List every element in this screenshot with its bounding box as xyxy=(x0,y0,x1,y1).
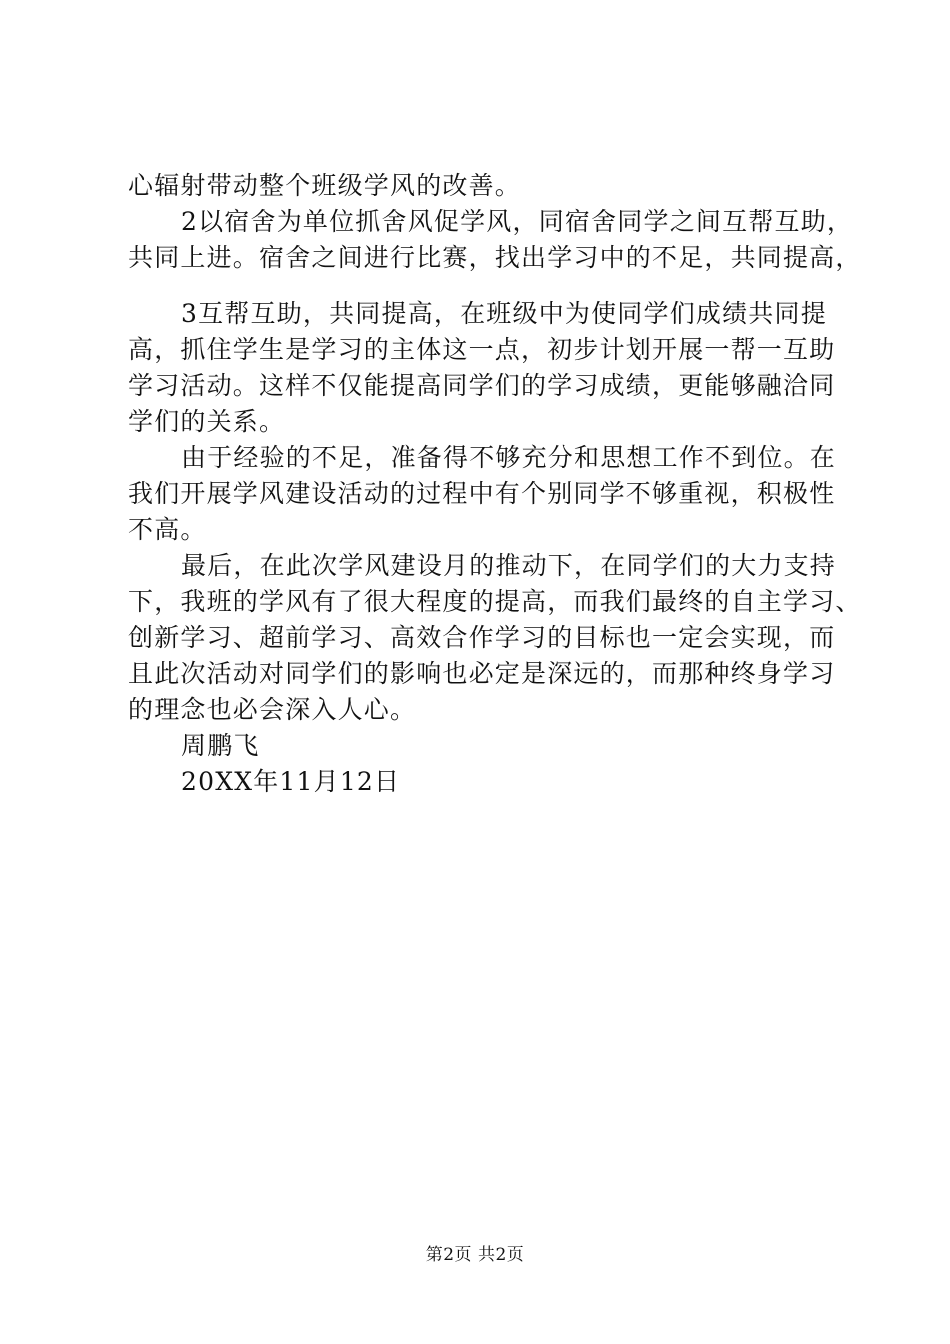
page-number: 第2页 共2页 xyxy=(425,1245,525,1265)
body-line: 我们开展学风建设活动的过程中有个别同学不够重视，积极性 xyxy=(128,479,836,508)
body-line: 学们的关系。 xyxy=(128,407,286,436)
body-line: 共同上进。宿舍之间进行比赛，找出学习中的不足，共同提高， xyxy=(128,243,862,272)
body-line: 由于经验的不足，准备得不够充分和思想工作不到位。在 xyxy=(181,443,837,472)
body-line: 2以宿舍为单位抓舍风促学风，同宿舍同学之间互帮互助， xyxy=(181,207,854,236)
body-line: 不高。 xyxy=(128,515,207,544)
signature: 周鹏飞 xyxy=(181,731,260,760)
body-line: 3互帮互助，共同提高，在班级中为使同学们成绩共同提 xyxy=(181,299,827,328)
body-line: 下，我班的学风有了很大程度的提高，而我们最终的自主学习、 xyxy=(128,587,862,616)
body-line: 心辐射带动整个班级学风的改善。 xyxy=(128,171,522,200)
body-line: 且此次活动对同学们的影响也必定是深远的，而那种终身学习 xyxy=(128,659,836,688)
body-line: 的理念也必会深入人心。 xyxy=(128,695,417,724)
body-line: 高，抓住学生是学习的主体这一点，初步计划开展一帮一互助 xyxy=(128,335,836,364)
body-line: 最后，在此次学风建设月的推动下，在同学们的大力支持 xyxy=(181,551,837,580)
body-line: 学习活动。这样不仅能提高同学们的学习成绩，更能够融洽同 xyxy=(128,371,836,400)
date: 20XX年11月12日 xyxy=(181,767,401,796)
body-line: 创新学习、超前学习、高效合作学习的目标也一定会实现，而 xyxy=(128,623,836,652)
